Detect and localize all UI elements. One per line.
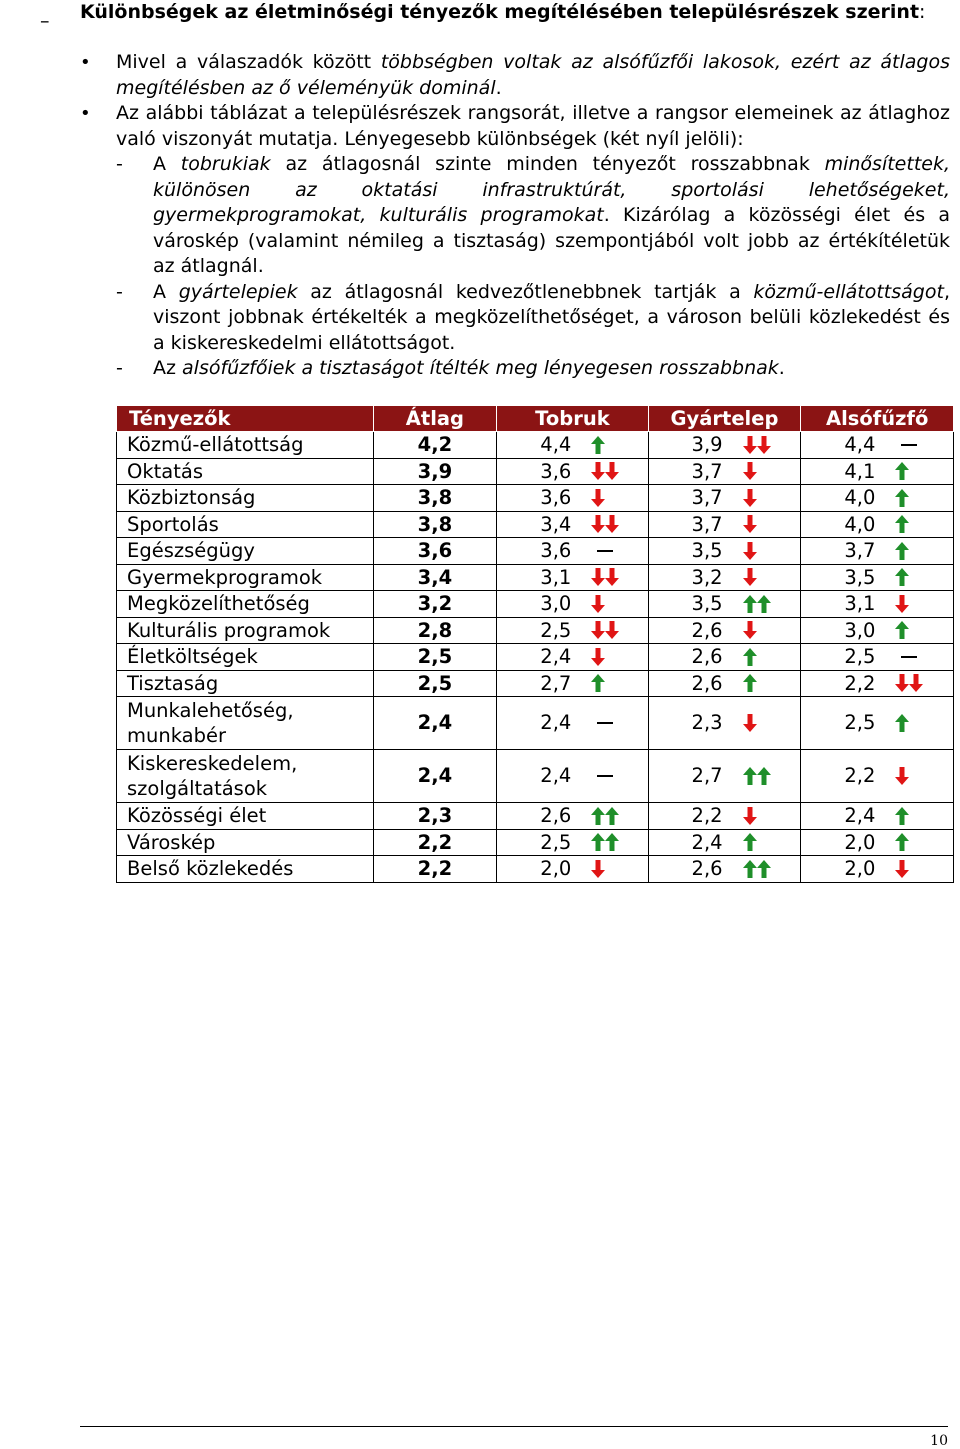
district-value <box>801 829 954 856</box>
average-value: 2,5 <box>373 644 497 671</box>
district-value <box>801 485 954 512</box>
change-indicator <box>743 620 757 640</box>
text-run: Mivel a válaszadók között <box>116 51 381 73</box>
factor-name: Oktatás <box>117 458 374 485</box>
district-value <box>497 511 648 538</box>
arrow-up-icon <box>743 860 757 878</box>
value-number: 2,5 <box>540 830 572 854</box>
bullet-list <box>80 50 950 152</box>
table-row <box>117 458 954 485</box>
change-indicator <box>743 832 757 852</box>
average-value: 3,2 <box>373 591 497 618</box>
value-number: 2,6 <box>691 645 723 668</box>
district-value <box>801 458 954 485</box>
district-value <box>497 564 648 591</box>
arrow-down-icon <box>895 595 909 613</box>
change-indicator <box>743 567 757 587</box>
district-value <box>801 564 954 591</box>
arrow-up-icon <box>757 860 771 878</box>
change-indicator <box>591 673 605 693</box>
arrow-up-icon <box>591 436 605 454</box>
value-number: 2,4 <box>540 711 572 735</box>
value-number: 4,4 <box>540 433 572 456</box>
value-number: 3,7 <box>691 459 723 483</box>
factor-name: Belső közlekedés <box>117 856 374 883</box>
text-run: A <box>153 280 179 303</box>
text-run: többségben voltak az alsófűzfői lakosok, ezért az átlagos megítélésben az ő véleményük dominál <box>116 51 950 99</box>
footer-rule <box>80 1426 948 1427</box>
table-row <box>117 564 954 591</box>
ranking-table <box>116 405 954 883</box>
arrow-up-icon <box>743 674 757 692</box>
value-number: 2,3 <box>691 711 723 735</box>
average-value: 2,4 <box>373 697 497 750</box>
value-number: 2,5 <box>844 645 876 668</box>
value-number: 2,0 <box>540 857 572 880</box>
change-indicator <box>743 766 771 786</box>
change-indicator <box>591 541 613 561</box>
text-run: . <box>495 76 502 99</box>
factor-name: Közmű-ellátottság <box>117 432 374 459</box>
district-value <box>497 670 648 697</box>
value-number: 2,4 <box>540 645 572 668</box>
district-value <box>497 803 648 830</box>
arrow-up-icon <box>895 833 909 851</box>
district-value <box>801 511 954 538</box>
change-indicator <box>895 435 917 455</box>
text-run: gyártelepiek <box>178 280 298 303</box>
arrow-down-icon <box>743 714 757 732</box>
change-indicator <box>895 647 917 667</box>
table-row <box>117 697 954 750</box>
change-indicator <box>591 766 613 786</box>
value-number: 2,0 <box>844 857 876 880</box>
value-number: 3,5 <box>691 592 723 615</box>
district-value <box>801 856 954 883</box>
district-value <box>648 511 801 538</box>
table-body <box>117 432 954 883</box>
value-number: 3,7 <box>844 539 876 562</box>
change-indicator <box>591 461 619 481</box>
text-run: tobrukiak <box>180 153 271 175</box>
change-indicator <box>743 673 757 693</box>
value-number: 2,7 <box>540 671 572 695</box>
district-value <box>648 538 801 565</box>
factor-name: Sportolás <box>117 511 374 538</box>
change-indicator <box>591 713 613 733</box>
text-run: , viszont jobbnak értékelték a megközelíthetőséget, a városon belüli közlekedést és a kiskereskedelmi ellátottságot. <box>153 280 950 354</box>
district-value <box>497 697 648 750</box>
district-value <box>648 432 801 459</box>
average-value: 2,2 <box>373 856 497 883</box>
arrow-up-icon <box>743 648 757 666</box>
value-number: 3,0 <box>540 592 572 615</box>
no-change-dash-icon <box>597 775 613 777</box>
district-value <box>648 670 801 697</box>
value-number: 2,6 <box>540 804 572 827</box>
table-row <box>117 856 954 883</box>
table-header-row <box>117 406 954 432</box>
table-row <box>117 750 954 803</box>
factor-name: Kiskereskedelem, szolgáltatások <box>117 750 374 803</box>
change-indicator <box>591 488 605 508</box>
average-value: 2,8 <box>373 617 497 644</box>
arrow-up-icon <box>895 714 909 732</box>
district-value <box>801 697 954 750</box>
value-number: 4,4 <box>844 433 876 456</box>
value-number: 2,0 <box>844 830 876 854</box>
change-indicator <box>591 832 619 852</box>
change-indicator <box>591 594 605 614</box>
change-indicator <box>591 859 605 879</box>
page-number: 10 <box>930 1433 948 1449</box>
text-run: Az alábbi táblázat a településrészek rangsorát, illetve a rangsor elemeinek az átlaghoz való viszonyát mutatja. Lényegesebb különbségek (két nyíl jelöli): <box>116 102 950 150</box>
arrow-down-icon <box>591 568 605 586</box>
district-value <box>648 803 801 830</box>
value-number: 2,2 <box>844 671 876 695</box>
arrow-down-icon <box>757 436 771 454</box>
change-indicator <box>743 488 757 508</box>
column-header: Alsófűzfő <box>801 406 954 432</box>
value-number: 3,4 <box>540 512 572 536</box>
table-row <box>117 538 954 565</box>
text-run: A <box>153 153 181 175</box>
text-run: minősítettek, különösen az oktatási infrastruktúrát, sportolási lehetőségeket, gyermekprogramokat, kulturális programokat <box>153 153 950 226</box>
change-indicator <box>895 832 909 852</box>
change-indicator <box>743 594 771 614</box>
arrow-down-icon <box>743 621 757 639</box>
district-value <box>648 617 801 644</box>
district-value <box>497 617 648 644</box>
value-number: 2,4 <box>691 830 723 854</box>
value-number: 4,1 <box>844 459 876 483</box>
change-indicator <box>591 435 605 455</box>
district-value <box>497 856 648 883</box>
change-indicator <box>743 435 771 455</box>
arrow-down-icon <box>743 542 757 560</box>
table-row <box>117 670 954 697</box>
column-header: Tényezők <box>117 406 374 432</box>
district-value <box>801 803 954 830</box>
district-value <box>648 644 801 671</box>
change-indicator <box>895 673 923 693</box>
arrow-up-icon <box>895 462 909 480</box>
arrow-down-icon <box>591 621 605 639</box>
change-indicator <box>591 514 619 534</box>
arrow-down-icon <box>591 462 605 480</box>
text-run: Az <box>153 357 183 379</box>
change-indicator <box>743 461 757 481</box>
value-number: 3,1 <box>540 565 572 589</box>
no-change-dash-icon <box>901 656 917 658</box>
arrow-up-icon <box>757 595 771 613</box>
district-value <box>497 485 648 512</box>
value-number: 3,0 <box>844 618 876 642</box>
arrow-down-icon <box>895 860 909 878</box>
arrow-down-icon <box>743 462 757 480</box>
change-indicator <box>591 806 619 826</box>
table-row <box>117 591 954 618</box>
arrow-down-icon <box>591 860 605 878</box>
value-number: 2,7 <box>691 764 723 788</box>
heading-colon: : <box>919 1 926 23</box>
value-number: 3,5 <box>691 539 723 562</box>
district-value <box>497 829 648 856</box>
district-value <box>801 432 954 459</box>
arrow-down-icon <box>895 674 909 692</box>
sub-list-item <box>116 152 950 280</box>
arrow-up-icon <box>895 621 909 639</box>
value-number: 4,0 <box>844 486 876 509</box>
arrow-up-icon <box>895 515 909 533</box>
bullet-item <box>80 50 950 101</box>
value-number: 2,4 <box>844 804 876 827</box>
value-number: 2,2 <box>691 804 723 827</box>
text-run: . Kizárólag a közösségi élet és a városkép (valamint némileg a tisztaság) szempontjából volt jobb az értékítéletük az átlagnál. <box>153 204 950 277</box>
list-dash: - <box>116 153 123 175</box>
district-value <box>648 697 801 750</box>
column-header: Átlag <box>373 406 497 432</box>
change-indicator <box>895 567 909 587</box>
table-row <box>117 617 954 644</box>
heading-text: Különbségek az életminőségi tényezők megítélésében településrészek szerint <box>80 1 920 23</box>
arrow-up-icon <box>895 542 909 560</box>
change-indicator <box>743 647 757 667</box>
average-value: 3,6 <box>373 538 497 565</box>
change-indicator <box>591 620 619 640</box>
table-row <box>117 485 954 512</box>
value-number: 3,7 <box>691 512 723 536</box>
column-header: Tobruk <box>497 406 648 432</box>
district-value <box>801 750 954 803</box>
factor-name: Közösségi élet <box>117 803 374 830</box>
arrow-down-icon <box>743 807 757 825</box>
heading-dash: – <box>40 10 50 32</box>
text-run: az átlagosnál szinte minden tényezőt rosszabbnak <box>270 153 825 175</box>
average-value: 3,9 <box>373 458 497 485</box>
change-indicator <box>743 713 757 733</box>
text-run: közmű-ellátottságot <box>753 280 944 303</box>
arrow-down-icon <box>605 621 619 639</box>
arrow-down-icon <box>591 515 605 533</box>
arrow-down-icon <box>591 648 605 666</box>
district-value <box>648 458 801 485</box>
district-value <box>801 644 954 671</box>
text-run: az átlagosnál kedvezőtlenebbnek tartják a <box>297 280 754 303</box>
district-value <box>801 538 954 565</box>
arrow-up-icon <box>743 767 757 785</box>
arrow-down-icon <box>743 568 757 586</box>
arrow-up-icon <box>591 833 605 851</box>
value-number: 3,6 <box>540 459 572 483</box>
factor-name: Megközelíthetőség <box>117 591 374 618</box>
table-row <box>117 432 954 459</box>
no-change-dash-icon <box>597 550 613 552</box>
value-number: 2,5 <box>540 618 572 642</box>
arrow-up-icon <box>591 674 605 692</box>
value-number: 2,4 <box>540 764 572 788</box>
change-indicator <box>895 859 909 879</box>
value-number: 3,6 <box>540 539 572 562</box>
factor-name: Közbiztonság <box>117 485 374 512</box>
district-value <box>801 591 954 618</box>
arrow-up-icon <box>591 807 605 825</box>
arrow-down-icon <box>591 595 605 613</box>
value-number: 2,6 <box>691 671 723 695</box>
district-value <box>648 829 801 856</box>
arrow-down-icon <box>743 489 757 507</box>
average-value: 2,2 <box>373 829 497 856</box>
average-value: 3,4 <box>373 564 497 591</box>
column-header: Gyártelep <box>648 406 801 432</box>
factor-name: Egészségügy <box>117 538 374 565</box>
factor-name: Tisztaság <box>117 670 374 697</box>
value-number: 3,9 <box>691 433 723 456</box>
sub-list-item <box>116 356 950 382</box>
value-number: 3,5 <box>844 565 876 589</box>
average-value: 2,4 <box>373 750 497 803</box>
arrow-up-icon <box>895 568 909 586</box>
arrow-up-icon <box>895 807 909 825</box>
factor-name: Kulturális programok <box>117 617 374 644</box>
factor-name: Gyermekprogramok <box>117 564 374 591</box>
arrow-down-icon <box>743 515 757 533</box>
arrow-down-icon <box>605 568 619 586</box>
value-number: 2,6 <box>691 857 723 880</box>
district-value <box>497 644 648 671</box>
change-indicator <box>895 541 909 561</box>
change-indicator <box>895 806 909 826</box>
district-value <box>497 591 648 618</box>
value-number: 4,0 <box>844 512 876 536</box>
factor-name: Városkép <box>117 829 374 856</box>
district-value <box>648 564 801 591</box>
average-value: 3,8 <box>373 485 497 512</box>
change-indicator <box>895 620 909 640</box>
bullet-item <box>80 101 950 152</box>
change-indicator <box>895 514 909 534</box>
change-indicator <box>895 594 909 614</box>
sub-list <box>116 152 950 382</box>
arrow-up-icon <box>757 767 771 785</box>
no-change-dash-icon <box>597 722 613 724</box>
change-indicator <box>895 766 909 786</box>
change-indicator <box>743 541 757 561</box>
change-indicator <box>743 806 757 826</box>
district-value <box>648 856 801 883</box>
district-value <box>497 458 648 485</box>
section-heading <box>80 0 950 25</box>
average-value: 4,2 <box>373 432 497 459</box>
average-value: 3,8 <box>373 511 497 538</box>
arrow-up-icon <box>605 833 619 851</box>
value-number: 2,2 <box>844 764 876 788</box>
table-row <box>117 803 954 830</box>
average-value: 2,3 <box>373 803 497 830</box>
arrow-down-icon <box>605 462 619 480</box>
district-value <box>648 750 801 803</box>
arrow-up-icon <box>743 595 757 613</box>
table-row <box>117 829 954 856</box>
value-number: 2,5 <box>844 711 876 735</box>
value-number: 3,2 <box>691 565 723 589</box>
average-value: 2,5 <box>373 670 497 697</box>
arrow-up-icon <box>605 807 619 825</box>
district-value <box>497 432 648 459</box>
text-run: . <box>778 357 785 379</box>
value-number: 3,7 <box>691 486 723 509</box>
change-indicator <box>895 461 909 481</box>
value-number: 3,6 <box>540 486 572 509</box>
arrow-up-icon <box>743 833 757 851</box>
change-indicator <box>895 713 909 733</box>
change-indicator <box>591 567 619 587</box>
list-dash: - <box>116 280 123 303</box>
table-row <box>117 644 954 671</box>
text-run: alsófűzfőiek a tisztaságot ítélték meg lényegesen rosszabbnak <box>182 357 779 379</box>
table-row <box>117 511 954 538</box>
change-indicator <box>743 514 757 534</box>
district-value <box>801 617 954 644</box>
arrow-down-icon <box>591 489 605 507</box>
sub-list-item <box>116 280 950 357</box>
change-indicator <box>895 488 909 508</box>
value-number: 3,1 <box>844 592 876 615</box>
no-change-dash-icon <box>901 444 917 446</box>
list-dash: - <box>116 357 123 379</box>
arrow-down-icon <box>909 674 923 692</box>
arrow-down-icon <box>743 436 757 454</box>
district-value <box>648 485 801 512</box>
change-indicator <box>591 647 605 667</box>
district-value <box>648 591 801 618</box>
change-indicator <box>743 859 771 879</box>
district-value <box>497 750 648 803</box>
value-number: 2,6 <box>691 618 723 642</box>
factor-name: Életköltségek <box>117 644 374 671</box>
arrow-down-icon <box>895 767 909 785</box>
district-value <box>497 538 648 565</box>
arrow-up-icon <box>895 489 909 507</box>
district-value <box>801 670 954 697</box>
factor-name: Munkalehetőség, munkabér <box>117 697 374 750</box>
arrow-down-icon <box>605 515 619 533</box>
